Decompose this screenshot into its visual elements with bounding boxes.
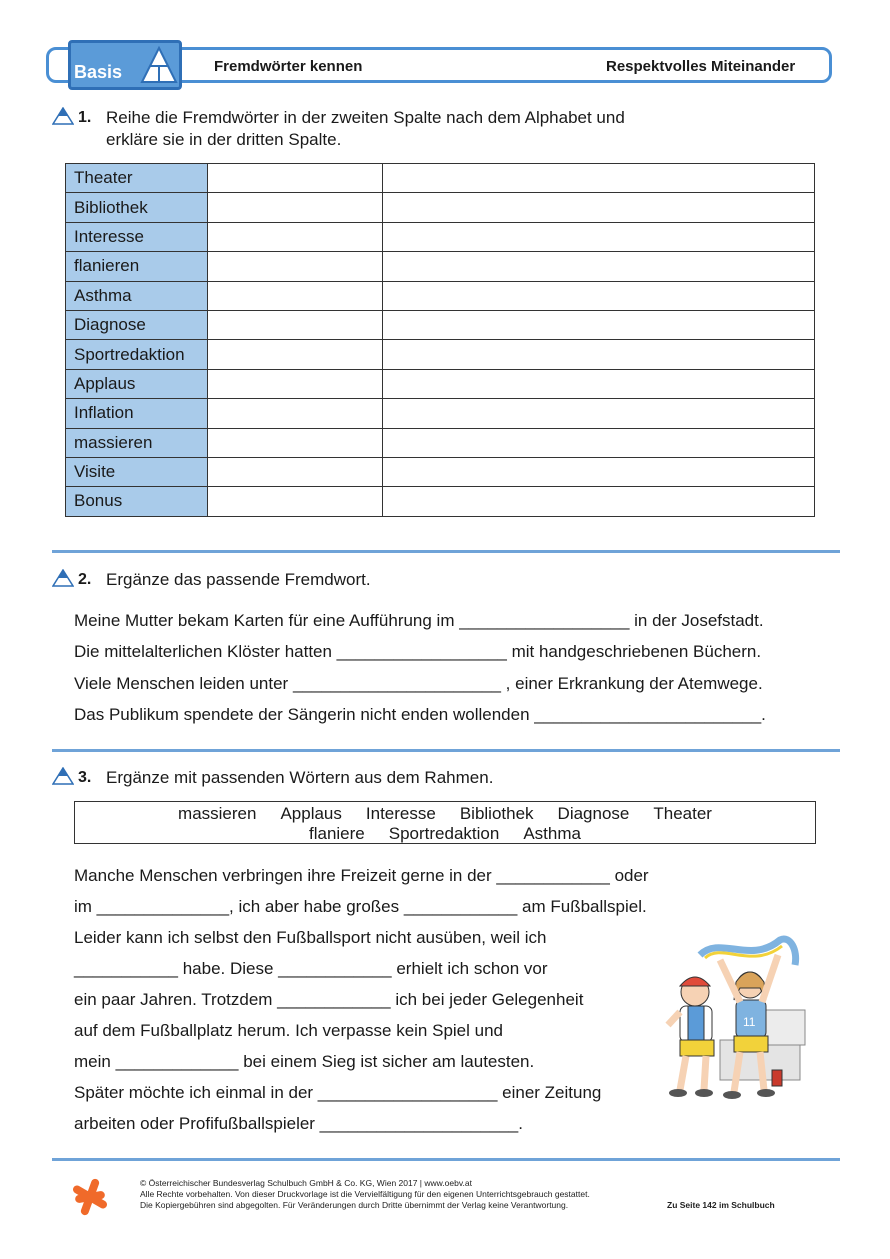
explanation-cell[interactable] — [383, 399, 815, 428]
explanation-cell[interactable] — [383, 164, 815, 193]
explanation-cell[interactable] — [383, 252, 815, 281]
task3-number: 3. — [78, 769, 92, 786]
sorted-word-cell[interactable] — [208, 399, 383, 428]
foreign-word-cell: Theater — [66, 164, 208, 193]
copyright-line: Die Kopiergebühren sind abgegolten. Für Veränderungen durch Dritte übernimmt der Verlag keine Verantwortung. — [140, 1200, 569, 1210]
foreign-word-cell: flanieren — [66, 252, 208, 281]
footer-divider — [52, 1158, 840, 1161]
task1-number: 1. — [78, 109, 92, 126]
sorted-word-cell[interactable] — [208, 369, 383, 398]
foreign-word-cell: Sportredaktion — [66, 340, 208, 369]
sorted-word-cell[interactable] — [208, 252, 383, 281]
word-box-item: Asthma — [523, 824, 581, 843]
sorted-word-cell[interactable] — [208, 428, 383, 457]
task2-sentence: Das Publikum spendete der Sängerin nicht enden wollenden ________________________. — [74, 705, 766, 724]
explanation-cell[interactable] — [383, 193, 815, 222]
sorted-word-cell[interactable] — [208, 222, 383, 251]
explanation-cell[interactable] — [383, 369, 815, 398]
word-box-item: Bibliothek — [459, 804, 534, 823]
foreign-word-cell: Asthma — [66, 281, 208, 310]
table-row — [66, 164, 815, 193]
level-triangle-icon — [52, 767, 74, 785]
unit-title: Respektvolles Miteinander — [606, 58, 796, 75]
task3-line: mein _____________ bei einem Sieg ist sicher am lautesten. — [74, 1052, 535, 1071]
word-box-item: Diagnose — [557, 804, 630, 823]
table-row — [66, 252, 815, 281]
foreign-word-cell: Bonus — [66, 487, 208, 516]
task3-line: im ______________, ich aber habe großes ____________ am Fußballspiel. — [74, 897, 647, 916]
table-row — [66, 193, 815, 222]
explanation-cell[interactable] — [383, 222, 815, 251]
publisher-logo-icon — [72, 1178, 108, 1216]
task3-instruction: Ergänze mit passenden Wörtern aus dem Rahmen. — [106, 768, 494, 787]
foreign-word-cell: Applaus — [66, 369, 208, 398]
task2-number: 2. — [78, 571, 92, 588]
task2-sentence: Die mittelalterlichen Klöster hatten __________________ mit handgeschriebenen Büchern. — [74, 642, 762, 661]
level-triangle-icon — [52, 107, 74, 125]
word-box-item: Interesse — [365, 804, 436, 823]
section-divider — [52, 550, 840, 553]
foreign-word-cell: Bibliothek — [66, 193, 208, 222]
table-row — [66, 369, 815, 398]
sorted-word-cell[interactable] — [208, 310, 383, 339]
task2-sentence: Meine Mutter bekam Karten für eine Aufführung im __________________ in der Josefstadt. — [74, 611, 764, 630]
word-box-item: flaniere — [309, 824, 365, 843]
word-box-item: Theater — [653, 804, 712, 823]
sorted-word-cell[interactable] — [208, 457, 383, 486]
table-row — [66, 428, 815, 457]
badge-label: Basis — [74, 62, 123, 82]
table-row — [66, 222, 815, 251]
cheering-fans-illustration — [660, 930, 810, 1110]
copyright-line: Alle Rechte vorbehalten. Von dieser Druckvorlage ist die Vervielfältigung für den eigenen Unterrichtsgebrauch gestattet. — [140, 1189, 590, 1199]
task1-instruction-line2: erkläre sie in der dritten Spalte. — [106, 130, 342, 149]
table-row — [66, 340, 815, 369]
explanation-cell[interactable] — [383, 428, 815, 457]
word-box-item: massieren — [178, 804, 257, 823]
word-table — [65, 163, 815, 517]
sorted-word-cell[interactable] — [208, 281, 383, 310]
table-row — [66, 399, 815, 428]
table-row — [66, 457, 815, 486]
sorted-word-cell[interactable] — [208, 340, 383, 369]
explanation-cell[interactable] — [383, 487, 815, 516]
explanation-cell[interactable] — [383, 281, 815, 310]
foreign-word-cell: Inflation — [66, 399, 208, 428]
word-box-item: Applaus — [280, 804, 342, 823]
task3-line: Leider kann ich selbst den Fußballsport nicht ausüben, weil ich — [74, 928, 547, 947]
task3-line: ___________ habe. Diese ____________ erhielt ich schon vor — [74, 959, 548, 978]
task3-line: ein paar Jahren. Trotzdem ____________ ich bei jeder Gelegenheit — [74, 990, 584, 1009]
sorted-word-cell[interactable] — [208, 193, 383, 222]
word-box — [74, 801, 816, 844]
svg-text:11: 11 — [743, 1015, 756, 1029]
table-row — [66, 487, 815, 516]
section-divider — [52, 749, 840, 752]
sorted-word-cell[interactable] — [208, 487, 383, 516]
sorted-word-cell[interactable] — [208, 164, 383, 193]
task1-instruction-line1: Reihe die Fremdwörter in der zweiten Spalte nach dem Alphabet und — [106, 108, 625, 127]
foreign-word-cell: Interesse — [66, 222, 208, 251]
page-reference: Zu Seite 142 im Schulbuch — [667, 1200, 775, 1210]
task3-line: Manche Menschen verbringen ihre Freizeit gerne in der ____________ oder — [74, 866, 649, 885]
task3-line: Später möchte ich einmal in der ___________________ einer Zeitung — [74, 1083, 602, 1102]
level-triangle-icon — [52, 569, 74, 587]
table-row — [66, 281, 815, 310]
word-box-item: Sportredaktion — [388, 824, 500, 843]
explanation-cell[interactable] — [383, 310, 815, 339]
foreign-word-cell: massieren — [66, 428, 208, 457]
task3-line: auf dem Fußballplatz herum. Ich verpasse kein Spiel und — [74, 1021, 504, 1040]
task2-sentence: Viele Menschen leiden unter ______________________ , einer Erkrankung der Atemwege. — [74, 674, 763, 693]
pyramid-icon — [140, 46, 178, 84]
copyright-notice — [140, 1178, 590, 1211]
foreign-word-cell: Diagnose — [66, 310, 208, 339]
topic-title: Fremdwörter kennen — [214, 58, 363, 75]
foreign-word-cell: Visite — [66, 457, 208, 486]
explanation-cell[interactable] — [383, 457, 815, 486]
task3-line: arbeiten oder Profifußballspieler _____________________. — [74, 1114, 523, 1133]
table-row — [66, 310, 815, 339]
explanation-cell[interactable] — [383, 340, 815, 369]
copyright-line: © Österreichischer Bundesverlag Schulbuch GmbH & Co. KG, Wien 2017 | www.oebv.at — [140, 1178, 472, 1188]
task2-instruction: Ergänze das passende Fremdwort. — [106, 570, 371, 589]
